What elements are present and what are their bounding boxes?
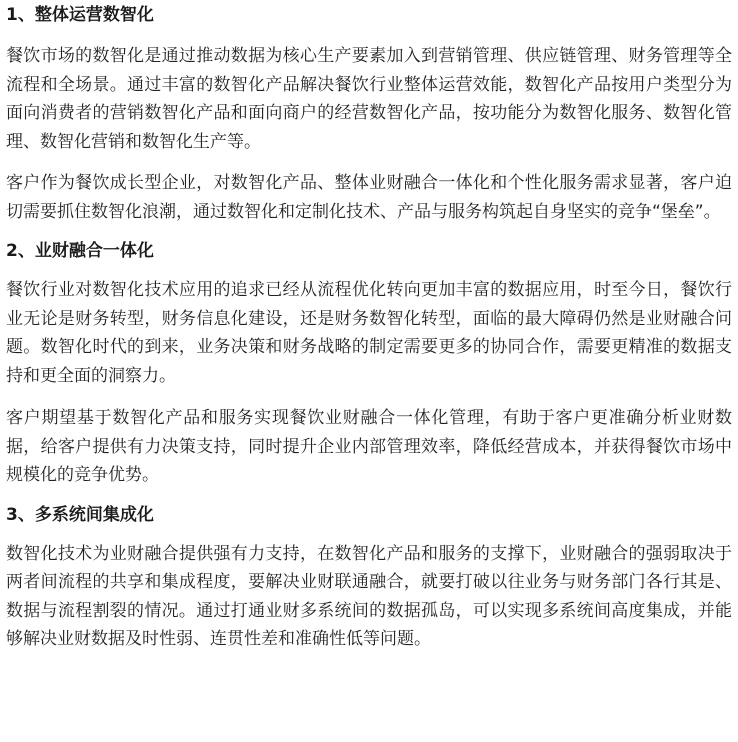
section-heading-2: 2、业财融合一体化 — [6, 241, 154, 261]
section-2-paragraph-1: 餐饮行业对数智化技术应用的追求已经从流程优化转向更加丰富的数据应用，时至今日，餐饮行业无论是财务转型，财务信息化建设，还是财务数智化转型，面临的最大障碍仍然是业财融合问题。数智化时代的到来，业务决策和财务战略的制定需要更多的协同合作，需要更精准的数据支持和更全面的洞察力。 — [6, 280, 732, 386]
section-2-paragraph-2: 客户期望基于数智化产品和服务实现餐饮业财融合一体化管理，有助于客户更准确分析业财数据，给客户提供有力决策支持，同时提升企业内部管理效率，降低经营成本，并获得餐饮市场中规模化的竞争优势。 — [6, 408, 732, 485]
section-1-paragraph-2: 客户作为餐饮成长型企业，对数智化产品、整体业财融合一体化和个性化服务需求显著，客户迫切需要抓住数智化浪潮，通过数智化和定制化技术、产品与服务构筑起自身坚实的竞争“堡垒”。 — [6, 173, 732, 222]
section-heading-1: 1、整体运营数智化 — [6, 5, 154, 25]
section-heading-3: 3、多系统间集成化 — [6, 504, 154, 525]
section-1-paragraph-1: 餐饮市场的数智化是通过推动数据为核心生产要素加入到营销管理、供应链管理、财务管理等全流程和全场景。通过丰富的数智化产品解决餐饮行业整体运营效能，数智化产品按用户类型分为面向消费者的营销数智化产品和面向商户的经营数智化产品，按功能分为数智化服务、数智化管理、数智化营销和数智化生产等。 — [6, 46, 732, 152]
document-body — [6, 0, 732, 654]
section-3-paragraph-1: 数智化技术为业财融合提供强有力支持，在数智化产品和服务的支撑下，业财融合的强弱取决于两者间流程的共享和集成程度，要解决业财联通融合，就要打破以往业务与财务部门各行其是、数据与流程割裂的情况。通过打通业财多系统间的数据孤岛，可以实现多系统间高度集成，并能够解决业财数据及时性弱、连贯性差和准确性低等问题。 — [6, 543, 732, 649]
